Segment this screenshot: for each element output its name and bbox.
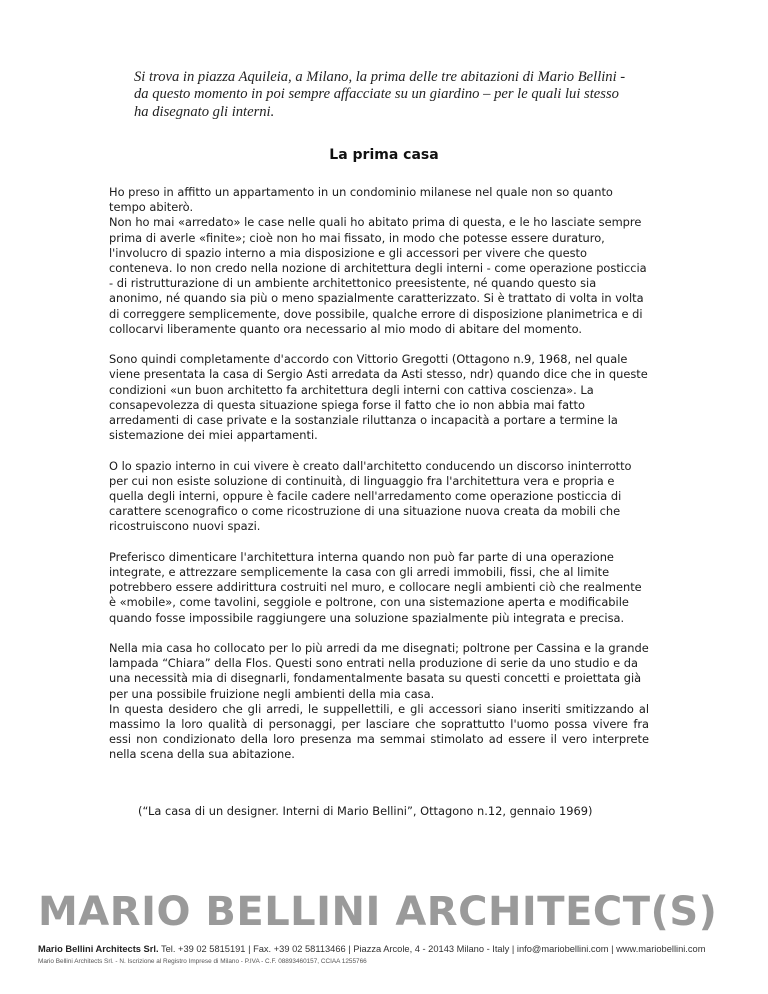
body-paragraph: Non ho mai «arredato» le case nelle quali ho abitato prima di questa, e le ho lasciate sempre prima di averle «finite»; cioè non ho mai fissato, in modo che potesse essere duraturo, l'involucro di spazio interno a mia disposizione e gli accessori per vivere che questo conteneva. Io non credo nella nozione di architettura degli interni - come operazione posticcia - di ristrutturazione di un ambiente architettonico preesistente, né quando questo sia anonimo, né quando sia più o meno spazialmente caratterizzato. Si è trattato di volta in volta di correggere semplicemente, dove possibile, qualche errore di disposizione planimetrica e di collocarvi liberamente quanto ora necessario al mio modo di abitare del momento. bbox=[109, 215, 647, 336]
body-paragraph: In questa desidero che gli arredi, le suppellettili, e gli accessori siano inseriti smitizzando al massimo la loro qualità di personaggi, per lasciare che soprattutto l'uomo possa vivere fra essi non condizionato della loro presenza ma semmai stimolato ad essere il vero interprete nella scena della sua abitazione. bbox=[109, 701, 649, 762]
contact-line bbox=[38, 944, 738, 954]
body-paragraph: O lo spazio interno in cui vivere è creato dall'architetto conducendo un discorso ininterrotto per cui non esiste soluzione di continuità, di linguaggio fra l'architettura vera e propria e quella degli interni, oppure è facile cadere nell'arredamento come operazione posticcia di carattere scenografico o come ricostruzione di una situazione nuova creata da mobili che ricostruiscono nuovi spazi. bbox=[109, 458, 632, 534]
article-body bbox=[109, 185, 649, 778]
intro-paragraph: Si trova in piazza Aquileia, a Milano, la prima delle tre abitazioni di Mario Bellini - da questo momento in poi sempre affacciate su un giardino – per le quali lui stesso ha disegnato gli interni. bbox=[134, 69, 626, 120]
body-paragraph: Sono quindi completamente d'accordo con Vittorio Gregotti (Ottagono n.9, 1968, nel quale viene presentata la casa di Sergio Asti arredata da Asti stesso, ndr) quando dice che in queste condizioni «un buon architetto fa architettura degli interni con cattiva coscienza». La consapevolezza di questa situazione spiega forse il fatto che io non abbia mai fatto arredamenti di case private e la sostanziale riluttanza o incapacità a portare a termine la sistemazione dei miei appartamenti. bbox=[109, 352, 648, 443]
section-title: La prima casa bbox=[329, 147, 439, 163]
registry-line: Mario Bellini Architects Srl. - N. Iscrizione al Registro Imprese di Milano - P.IVA - C.F. 08893460157, CCIAA 1255766 bbox=[38, 958, 367, 965]
body-paragraph: Preferisco dimenticare l'architettura interna quando non può far parte di una operazione integrate, e attrezzare semplicemente la casa con gli arredi immobili, fissi, che al limite potrebbero essere addirittura costruiti nel muro, e collocare negli ambienti ciò che realmente è «mobile», come tavolini, seggiole e poltrone, con una sistemazione aperta e modificabile quando fosse impossibile raggiungere una soluzione spazialmente più integrata e precisa. bbox=[109, 549, 642, 625]
body-paragraph: Nella mia casa ho collocato per lo più arredi da me disegnati; poltrone per Cassina e la grande lampada “Chiara” della Flos. Questi sono entrati nella produzione di serie da uno studio e da una necessità mia di disegnarli, fondamentalmente basata su questi concetti e proiettata già per una possibile fruizione negli ambienti della mia casa. bbox=[109, 641, 649, 701]
brand-logo: MARIO BELLINI ARCHITECT(S) bbox=[38, 889, 718, 935]
body-paragraph: Ho preso in affitto un appartamento in un condominio milanese nel quale non so quanto tempo abiterò. bbox=[109, 185, 613, 215]
citation: (“La casa di un designer. Interni di Mario Bellini”, Ottagono n.12, gennaio 1969) bbox=[138, 804, 593, 818]
contact-details: Tel. +39 02 5815191 | Fax. +39 02 58113466 | Piazza Arcole, 4 - 20143 Milano - Italy | info@mariobellini.com | www.mariobellini.com bbox=[158, 944, 706, 954]
company-name: Mario Bellini Architects Srl. bbox=[38, 944, 159, 954]
